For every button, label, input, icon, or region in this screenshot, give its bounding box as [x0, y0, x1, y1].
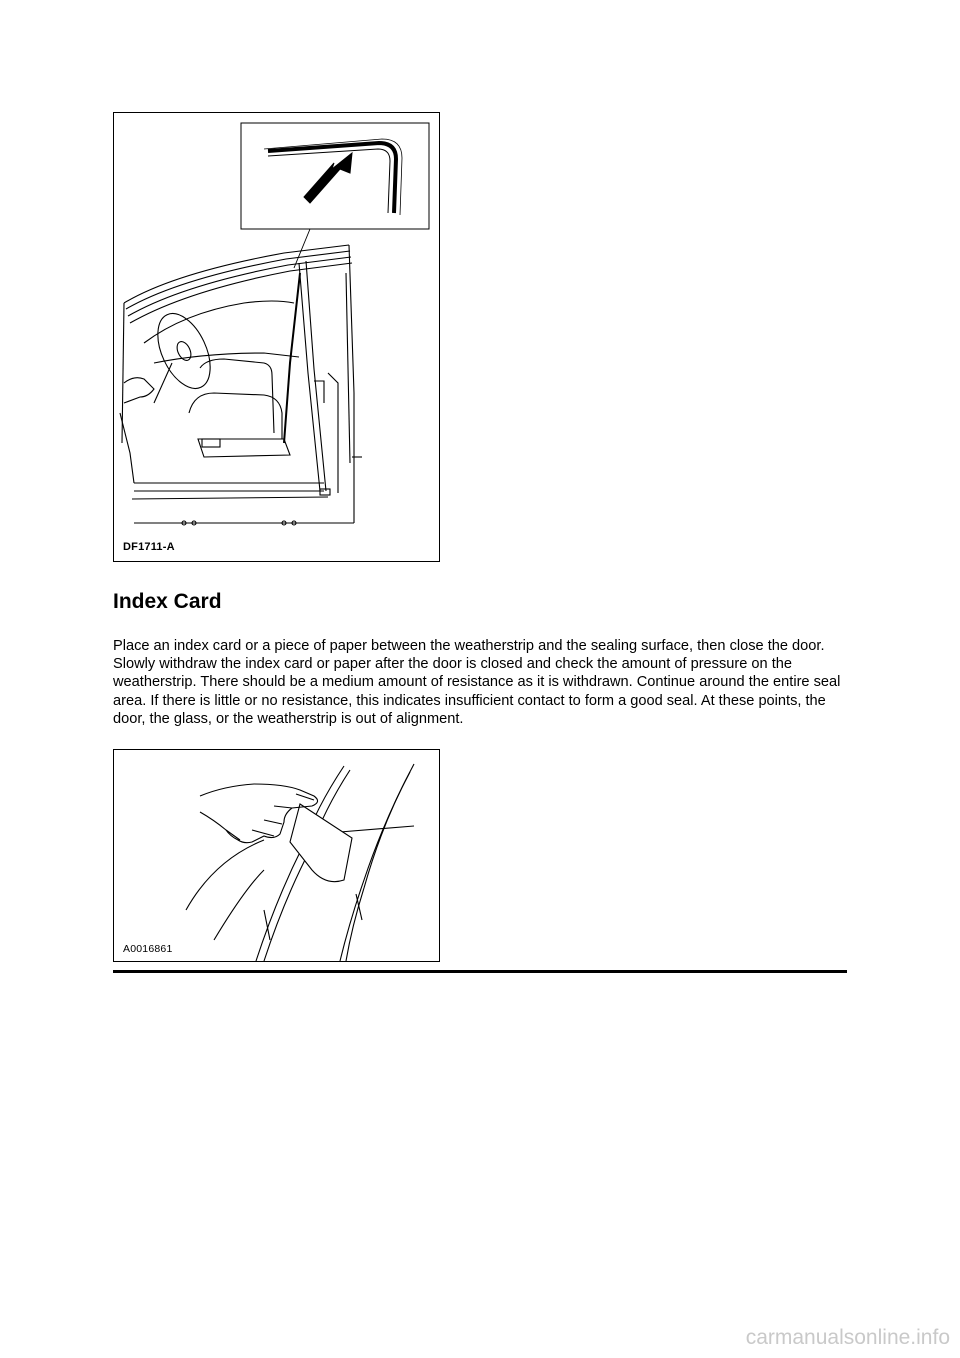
- body-paragraph: Place an index card or a piece of paper between the weatherstrip and the sealing surface, then close the door. Slowly withdraw the index card or paper after the door is closed and check the amount of pressure on the weatherstrip. There should be a medium amount of resistance as it is withdrawn. Continue around the entire seal area. If there is little or no resistance, this indicates insufficient contact to form a good seal. At these points, the door, the glass, or the weatherstrip is out of alignment.: [113, 638, 841, 727]
- watermark: carmanualsonline.info: [745, 1326, 950, 1349]
- weatherstrip-door-illustration: [113, 112, 440, 562]
- door-opening-drawing: [114, 113, 439, 561]
- section-title: Index Card: [113, 590, 222, 613]
- index-card-drawing: [114, 750, 439, 961]
- figure-code: A0016861: [123, 943, 173, 955]
- horizontal-rule: [113, 970, 847, 973]
- index-card-illustration: [113, 749, 440, 962]
- figure-code: DF1711-A: [123, 541, 175, 553]
